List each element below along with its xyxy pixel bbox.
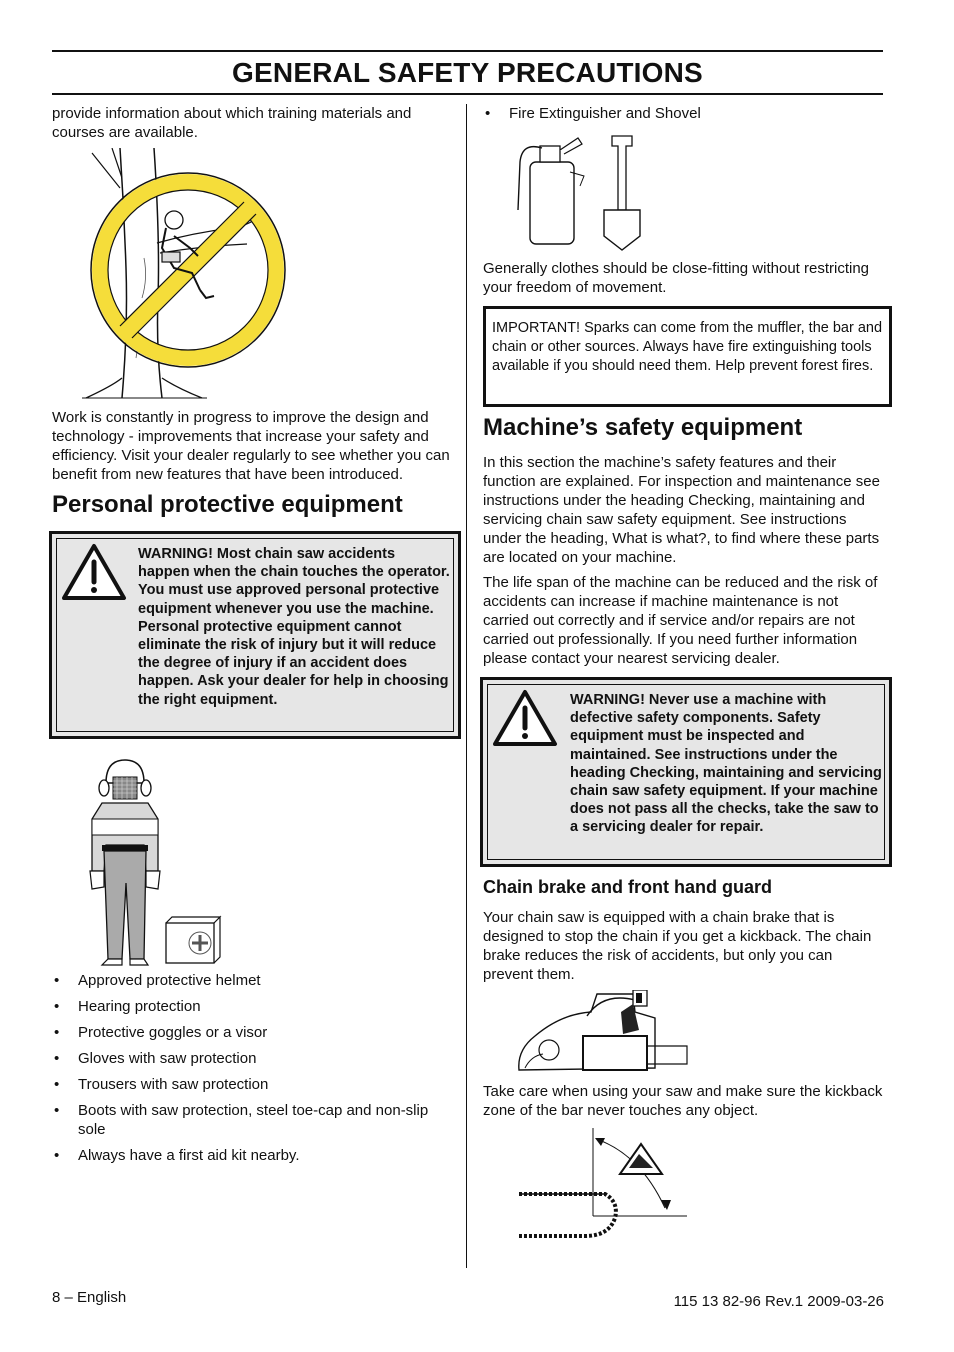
list-item: • Fire Extinguisher and Shovel <box>483 104 883 123</box>
chain-brake-heading: Chain brake and front hand guard <box>483 877 773 897</box>
list-item: • Trousers with saw protection <box>52 1075 454 1094</box>
list-item: • Hearing protection <box>52 997 454 1016</box>
kickback-zone-illustration <box>515 1128 690 1248</box>
machine-heading: Machine’s safety equipment <box>483 414 803 441</box>
list-item: • Approved protective helmet <box>52 971 454 990</box>
ppe-heading: Personal protective equipment <box>52 491 403 518</box>
intro-text: provide information about which training materials and courses are available. <box>52 105 412 141</box>
column-divider <box>466 104 467 1268</box>
ppe-person-illustration <box>82 755 222 967</box>
ppe-warning-text: WARNING! Most chain saw accidents happen when the chain touches the operator. You must use approved personal protective equipment whenever you use the machine. Personal protective equipment cannot eliminate the risk of injury but it will reduce the degree of injury if an accident does happen. Ask your dealer for help in choosing the right equipment. <box>138 546 450 708</box>
machine-warning-box <box>480 677 892 867</box>
ppe-list <box>52 971 454 1172</box>
important-box <box>483 306 892 407</box>
header-rule-top <box>52 50 883 52</box>
clothes-text: Generally clothes should be close-fitting without restricting your freedom of movement. <box>483 260 870 296</box>
page-title: GENERAL SAFETY PRECAUTIONS <box>232 57 703 88</box>
machine-paragraph-2: The life span of the machine can be reduced and the risk of accidents can increase if machine maintenance is not carried out correctly and if service and/or repairs are not carried out professionally. If you need further information please contact your nearest servicing dealer. <box>483 574 878 667</box>
important-text: IMPORTANT! Sparks can come from the muffler, the bar and chain or other sources. Always have fire extinguishing tools available if you should need them. Help prevent forest fires. <box>492 320 883 374</box>
ppe-warning-box <box>49 531 461 739</box>
chain-brake-text: Your chain saw is equipped with a chain brake that is designed to stop the chain if you get a kickback. The chain brake reduces the risk of accidents, but only you can prevent them. <box>483 909 872 983</box>
header-rule-bottom <box>52 93 883 95</box>
warning-triangle-icon <box>60 542 128 602</box>
improvement-text: Work is constantly in progress to improve the design and technology - improvements that increase your safety and efficiency. Visit your dealer regularly to see whether you can benefit from new features that have been introduced. <box>52 409 450 483</box>
document-reference: 115 13 82-96 Rev.1 2009-03-26 <box>673 1293 884 1310</box>
chain-brake-illustration <box>515 990 690 1074</box>
list-item: • Protective goggles or a visor <box>52 1023 454 1042</box>
list-item: • Boots with saw protection, steel toe-cap and non-slip sole <box>52 1101 454 1139</box>
warning-triangle-icon <box>491 688 559 748</box>
machine-paragraph-1: In this section the machine’s safety features and their function are explained. For inspection and maintenance see instructions under the heading Checking, maintaining and servicing chain saw safety equipment. See instructions under the heading, What is what?, to find where these parts are located on your machine. <box>483 454 880 566</box>
kickback-text: Take care when using your saw and make sure the kickback zone of the bar never touches any object. <box>483 1083 883 1119</box>
machine-warning-text: WARNING! Never use a machine with defective safety components. Safety equipment must be inspected and maintained. See instructions under the heading Checking, maintaining and servicing chain saw safety equipment. If your machine does not pass all the checks, take the saw to a servicing dealer for repair. <box>570 692 882 836</box>
list-item: • Always have a first aid kit nearby. <box>52 1146 454 1165</box>
no-climbing-illustration <box>82 148 297 403</box>
extinguisher-list <box>483 104 883 130</box>
list-item: • Gloves with saw protection <box>52 1049 454 1068</box>
extinguisher-shovel-illustration <box>512 132 647 254</box>
page-number: 8 – English <box>52 1289 127 1306</box>
